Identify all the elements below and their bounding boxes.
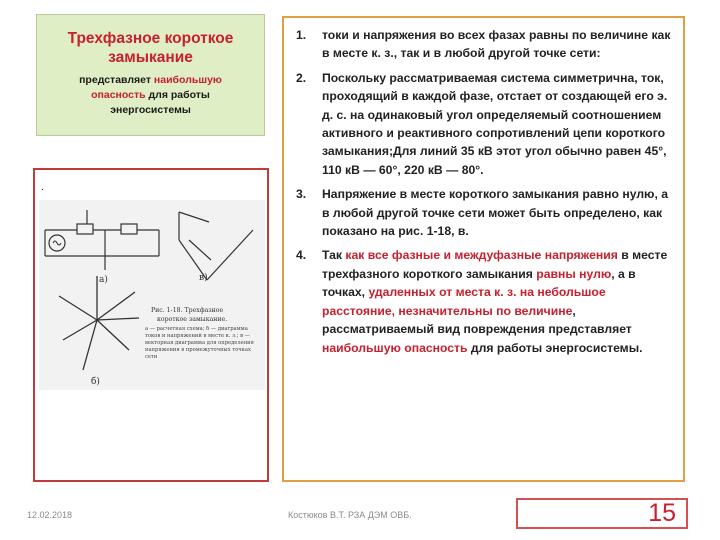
label-v: в): [199, 273, 208, 283]
list-item-number: 1.: [296, 28, 307, 42]
label-b: б): [91, 377, 100, 387]
title-subtitle: [37, 73, 264, 118]
subtitle-part: энергосистемы: [110, 104, 191, 116]
highlighted-text: как все фазные и междуфазные напряжения: [345, 248, 618, 263]
circuit-diagram-image: [39, 200, 265, 390]
list-item-text: в месте трехфазного короткого замыкания: [322, 248, 668, 281]
list-item-text: Напряжение в месте короткого замыкания равно нулю, а в любой другой точке сети может быть определено, как показано на рис. 1-18, в.: [322, 187, 669, 239]
caption-body: а — расчетная схема; б — диаграмма токов и напряжений в месте к. з.; в — векторная диаграмма для определения напряжения в промежуточных точках сети: [145, 326, 254, 360]
list-item-text: Поскольку рассматриваемая система симметрична, ток, проходящий в каждой фазе, отстает от создающей его э. д. с. на одинаковый угол определяемый соотношением активного и реактивного сопротивлений цепи короткого замыкания;Для линий 35 кВ этот угол обычно равен 45°, 110 кВ — 60°, 220 кВ — 80°.: [322, 70, 668, 177]
highlighted-text: наибольшую опасность: [322, 340, 468, 355]
highlighted-text: удаленных от места к. з. на небольшое расстояние, незначительны по величине: [322, 285, 606, 318]
vector-diagram: [39, 200, 265, 390]
list-item: [290, 69, 677, 179]
list-item-text: , а в точках,: [322, 266, 636, 300]
label-a: а): [99, 275, 108, 285]
list-item: [290, 246, 677, 356]
title-box: [36, 14, 265, 136]
footer-author: Костюков В.Т. РЗА ДЭМ ОВБ.: [288, 510, 412, 520]
list-item: [290, 185, 677, 240]
subtitle-part: для работы: [145, 89, 210, 101]
list-item-number: 3.: [296, 187, 307, 202]
highlighted-text: равны нулю: [536, 266, 612, 281]
slide-title: Трехфазное короткое замыкание: [67, 30, 234, 66]
subtitle-part: представляет: [79, 74, 154, 86]
page-number-box: [516, 498, 688, 529]
list-item-text: для работы энергосистемы.: [467, 340, 643, 355]
caption-title: Рис. 1-18. Трехфазное: [151, 307, 224, 314]
subtitle-highlight: наибольшую: [153, 74, 222, 86]
list-item: [290, 26, 677, 63]
page-number: 15: [648, 499, 676, 527]
figure-frame: [33, 168, 269, 482]
list-item-number: 2.: [296, 70, 307, 85]
list-item-text: Так: [322, 248, 346, 263]
list-item-text: , рассматриваемый вид повреждения представляет: [322, 303, 632, 337]
list-item-number: 4.: [296, 248, 307, 263]
subtitle-highlight: опасность: [91, 89, 146, 101]
caption-title-2: короткое замыкание.: [157, 316, 228, 323]
list-item-text: токи и напряжения во всех фазах равны по величине как в месте к. з., так и в любой другой точке сети:: [322, 28, 671, 61]
footer-date: 12.02.2018: [27, 510, 73, 520]
text-panel: [282, 16, 685, 482]
figure-dot: .: [41, 182, 44, 193]
